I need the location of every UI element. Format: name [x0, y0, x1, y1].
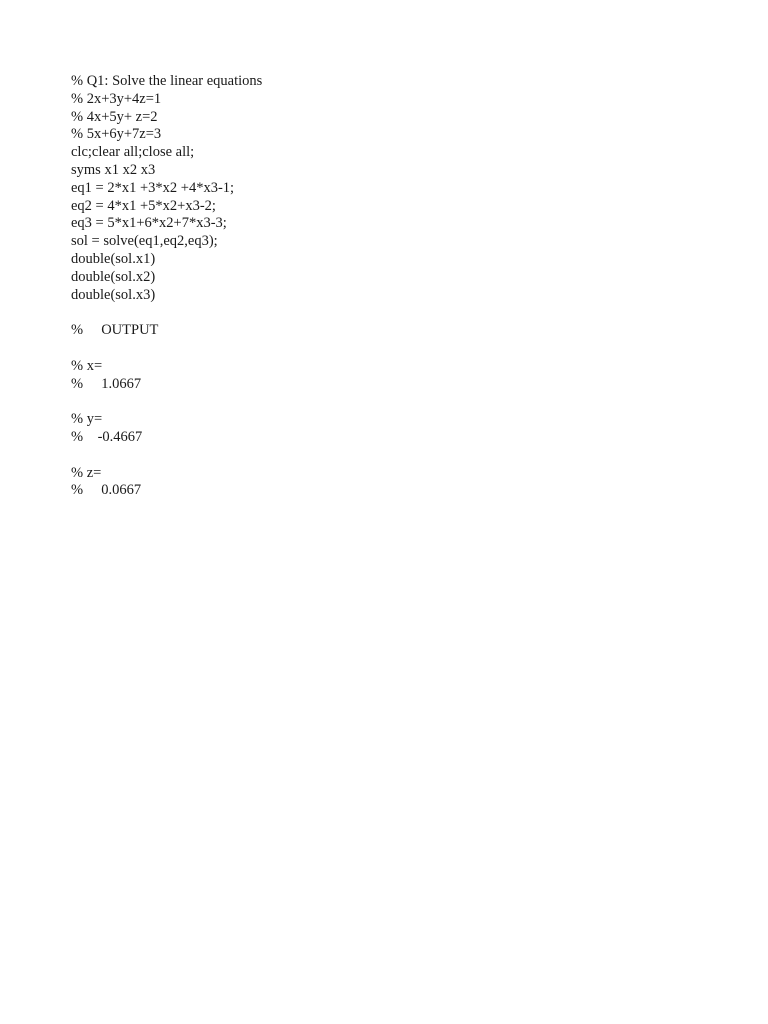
code-line-solve: sol = solve(eq1,eq2,eq3);	[71, 233, 218, 250]
code-line-double-x3: double(sol.x3)	[71, 286, 156, 303]
blank-line	[71, 447, 691, 465]
matlab-code-block	[71, 73, 691, 500]
output-y-value: % -0.4667	[71, 428, 143, 445]
output-z-label: % z=	[71, 464, 102, 481]
code-line-syms: syms x1 x2 x3	[71, 161, 156, 178]
code-line-double-x2: double(sol.x2)	[71, 268, 156, 285]
blank-line	[71, 340, 691, 358]
output-z-value: % 0.0667	[71, 482, 142, 499]
output-x-label: % x=	[71, 357, 103, 374]
output-heading: % OUTPUT	[71, 322, 159, 339]
comment-line-equation-1: % 2x+3y+4z=1	[71, 90, 162, 107]
output-y-label: % y=	[71, 411, 103, 428]
comment-line-equation-3: % 5x+6y+7z=3	[71, 126, 162, 143]
code-line-eq3: eq3 = 5*x1+6*x2+7*x3-3;	[71, 215, 227, 232]
code-line-clear: clc;clear all;close all;	[71, 144, 195, 161]
code-line-eq2: eq2 = 4*x1 +5*x2+x3-2;	[71, 197, 216, 214]
output-x-value: % 1.0667	[71, 375, 142, 392]
code-line-double-x1: double(sol.x1)	[71, 250, 156, 267]
blank-line	[71, 304, 691, 322]
blank-line	[71, 393, 691, 411]
code-line-eq1: eq1 = 2*x1 +3*x2 +4*x3-1;	[71, 179, 235, 196]
comment-line-equation-2: % 4x+5y+ z=2	[71, 108, 158, 125]
comment-line-question: % Q1: Solve the linear equations	[71, 73, 263, 89]
